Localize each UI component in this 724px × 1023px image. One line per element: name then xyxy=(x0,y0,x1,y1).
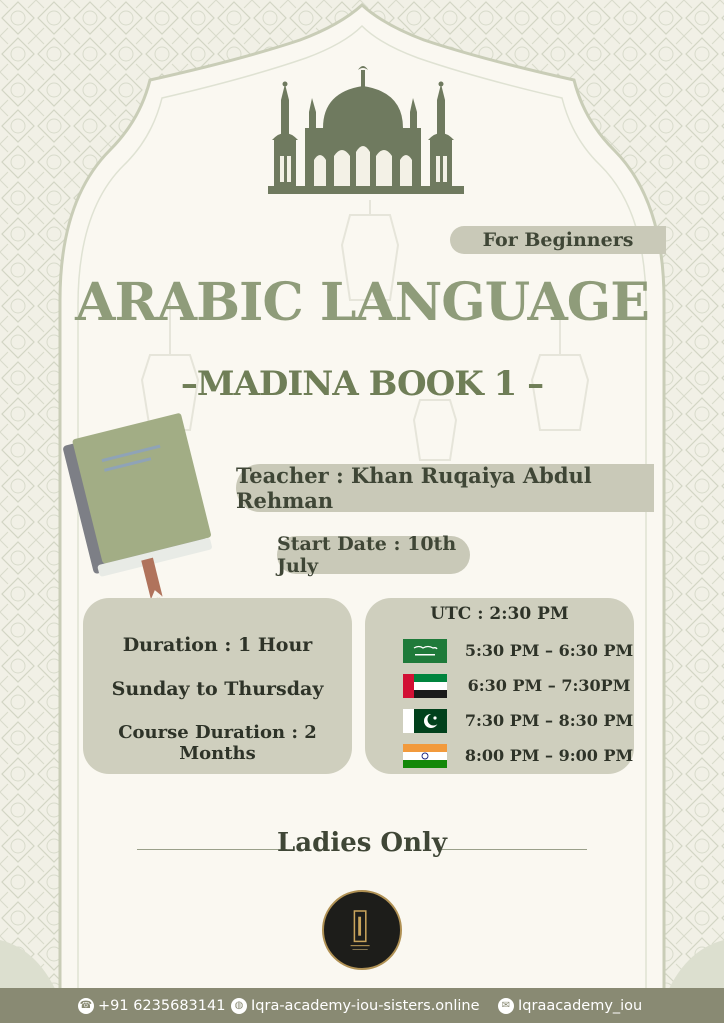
timing-row xyxy=(403,743,633,769)
timing-time: 5:30 PM – 6:30 PM xyxy=(464,641,634,660)
footer-website[interactable] xyxy=(231,988,480,1023)
page-subtitle: –MADINA BOOK 1 – xyxy=(180,364,544,404)
course-details-card xyxy=(83,598,352,774)
timings-card xyxy=(365,598,634,774)
uae-flag-icon xyxy=(403,674,447,698)
email-text: Iqraacademy_iou xyxy=(518,997,643,1014)
utc-time: UTC : 2:30 PM xyxy=(430,604,569,624)
timing-time: 8:00 PM – 9:00 PM xyxy=(464,746,634,765)
footer-email[interactable] xyxy=(498,988,642,1023)
phone-text: +91 6235683141 xyxy=(98,997,226,1014)
footer-phone[interactable] xyxy=(78,988,225,1023)
days-text: Sunday to Thursday xyxy=(111,678,324,700)
globe-icon: ◍ xyxy=(231,998,247,1014)
teacher-badge: Teacher : Khan Ruqaiya Abdul Rehman xyxy=(236,464,654,512)
timing-row xyxy=(403,673,633,699)
page-title: ARABIC LANGUAGE xyxy=(75,272,649,333)
timing-time: 7:30 PM – 8:30 PM xyxy=(464,711,634,730)
phone-icon: ☎ xyxy=(78,998,94,1014)
website-text: Iqra-academy-iou-sisters.online xyxy=(251,997,480,1014)
mail-icon: ✉ xyxy=(498,998,514,1014)
footer-bar xyxy=(0,988,724,1023)
pakistan-flag-icon xyxy=(403,709,447,733)
india-flag-icon xyxy=(403,744,447,768)
timing-row xyxy=(403,638,633,664)
duration-text: Duration : 1 Hour xyxy=(122,634,313,656)
timing-row xyxy=(403,708,633,734)
academy-logo xyxy=(322,890,402,970)
logo-mark-icon xyxy=(324,892,400,968)
course-duration-text: Course Duration : 2 Months xyxy=(118,722,317,764)
for-beginners-badge: For Beginners xyxy=(450,226,666,254)
start-date-badge: Start Date : 10th July xyxy=(277,536,470,574)
ladies-only-text: Ladies Only xyxy=(277,828,447,858)
timing-time: 6:30 PM – 7:30PM xyxy=(467,676,631,695)
saudi-arabia-flag-icon xyxy=(403,639,447,663)
